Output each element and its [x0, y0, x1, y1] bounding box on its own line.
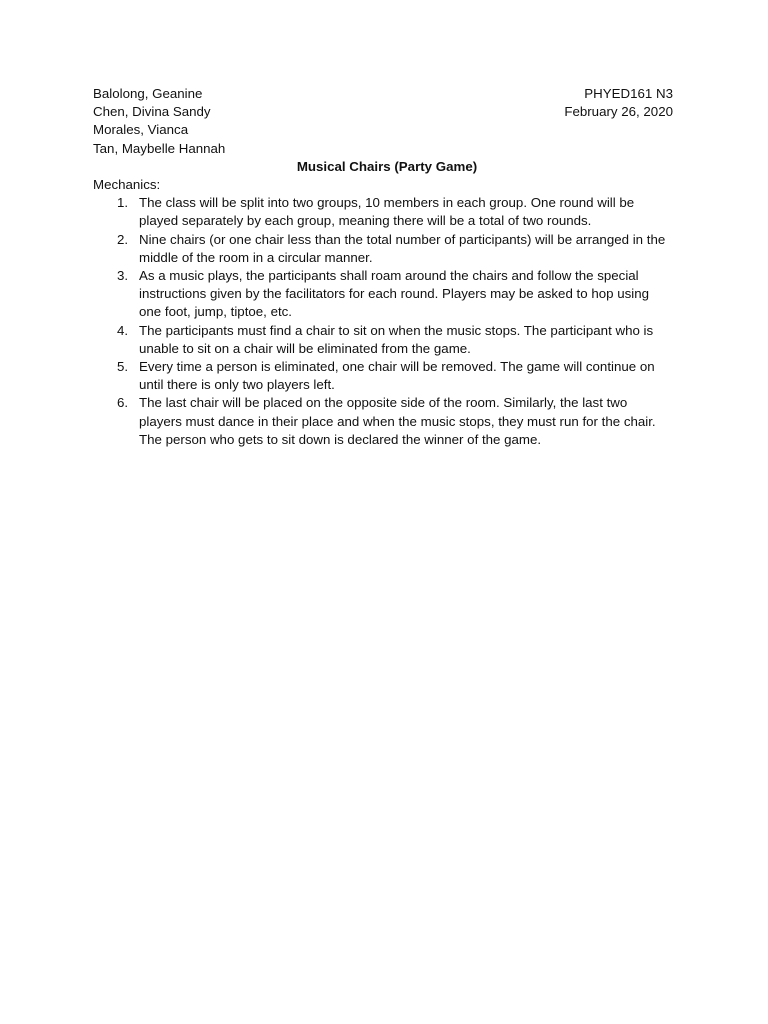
- mechanics-list: [93, 194, 673, 449]
- list-item-number: 5.: [117, 358, 129, 374]
- author-name: Chen, Divina Sandy: [93, 104, 211, 120]
- list-item-number: 1.: [117, 195, 129, 211]
- author-name: Tan, Maybelle Hannah: [93, 140, 226, 156]
- list-item: [93, 267, 673, 322]
- list-item-number: 2.: [117, 231, 129, 247]
- list-item-text: Every time a person is eliminated, one chair will be removed. The game will continue on until there is only two players left.: [139, 358, 655, 393]
- list-item-text: As a music plays, the participants shall roam around the chairs and follow the special instructions given by the facilitators for each round. Players may be asked to hop using one foot, jump, tiptoe, etc.: [139, 267, 649, 320]
- list-item-text: The last chair will be placed on the opposite side of the room. Similarly, the last two players must dance in their place and when the music stops, they must run for the chair. The person who gets to sit down is declared the winner of the game.: [139, 395, 656, 447]
- course-code: PHYED161 N3: [584, 86, 673, 101]
- document-page: [93, 85, 673, 449]
- header-row-1: [93, 85, 673, 103]
- header-row-2: [93, 103, 673, 121]
- list-item: [93, 322, 673, 358]
- list-item: [93, 194, 673, 230]
- list-item-text: Nine chairs (or one chair less than the total number of participants) will be arranged in the middle of the room in a circular manner.: [139, 231, 666, 265]
- author-name: Balolong, Geanine: [93, 86, 203, 101]
- document-date: February 26, 2020: [564, 104, 673, 120]
- list-item-number: 6.: [117, 395, 129, 411]
- list-item-text: The class will be split into two groups, 10 members in each group. One round will be played separately by each group, meaning there will be a total of two rounds.: [139, 195, 635, 229]
- header-row-4: [93, 140, 673, 158]
- list-item-text: The participants must find a chair to sit on when the music stops. The participant who is unable to sit on a chair will be eliminated from the game.: [139, 322, 654, 356]
- list-item-number: 4.: [117, 322, 129, 338]
- list-item-number: 3.: [117, 267, 129, 283]
- header-row-3: [93, 121, 673, 139]
- document-title: Musical Chairs (Party Game): [296, 158, 478, 174]
- mechanics-label: Mechanics:: [93, 176, 161, 192]
- list-item: [93, 394, 673, 449]
- author-name: Morales, Vianca: [93, 122, 189, 138]
- list-item: [93, 231, 673, 267]
- list-item: [93, 358, 673, 394]
